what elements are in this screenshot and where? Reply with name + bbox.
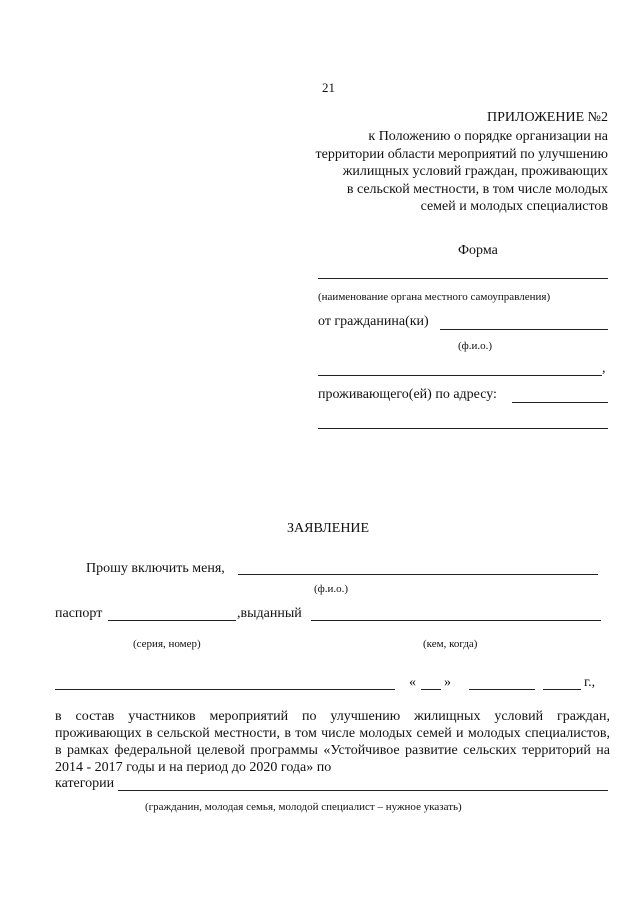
address-label: проживающего(ей) по адресу: [318, 387, 497, 402]
issuer-caption: (кем, когда) [423, 638, 478, 650]
form-label: Форма [458, 243, 498, 258]
appendix-description [316, 128, 608, 216]
issued-label: ,выданный [237, 606, 302, 621]
statement-body: в состав участников мероприятий по улучшению жилищных условий граждан, проживающих в сельской местности, в том числе молодых семей и молодых специалистов, в рамках федеральной целевой программы «Устойчивое развитие сельских территорий на 2014 - 2017 годы и на период до 2020 года» по [55, 709, 610, 775]
series-caption: (серия, номер) [133, 638, 201, 650]
from-citizen-label: от гражданина(ки) [318, 314, 429, 329]
category-label: категории [55, 776, 115, 791]
passport-issuer-field[interactable] [311, 620, 601, 621]
appendix-line: семей и молодых специалистов [420, 199, 608, 214]
passport-label: паспорт [55, 606, 103, 621]
address-continued-field[interactable] [318, 428, 608, 429]
date-year-field[interactable] [543, 689, 581, 690]
passport-series-field[interactable] [108, 620, 236, 621]
address-field[interactable] [512, 402, 608, 403]
date-month-field[interactable] [469, 689, 535, 690]
date-day-field[interactable] [421, 689, 441, 690]
citizen-fio-continued-field[interactable] [318, 375, 602, 376]
org-name-caption: (наименование органа местного самоуправления) [318, 291, 551, 303]
appendix-line: жилищных условий граждан, проживающих [342, 164, 608, 179]
issuer-continued-field[interactable] [55, 689, 395, 690]
appendix-title: ПРИЛОЖЕНИЕ №2 [487, 110, 608, 125]
year-suffix: г., [584, 675, 596, 690]
citizen-fio-caption: (ф.и.о.) [458, 340, 493, 352]
appendix-line: в сельской местности, в том числе молодых [346, 181, 608, 197]
org-name-field[interactable] [318, 278, 608, 279]
applicant-fio-caption: (ф.и.о.) [314, 583, 349, 595]
page-number: 21 [322, 80, 335, 95]
category-caption: (гражданин, молодая семья, молодой специалист – нужное указать) [145, 801, 462, 813]
category-field[interactable] [118, 790, 608, 791]
request-label: Прошу включить меня, [86, 561, 225, 576]
date-open-quote: « [409, 675, 416, 690]
date-close-quote: » [444, 675, 451, 690]
applicant-fio-field[interactable] [238, 574, 598, 575]
statement-title: ЗАЯВЛЕНИЕ [287, 521, 370, 536]
citizen-fio-field[interactable] [440, 329, 608, 330]
appendix-line: территории области мероприятий по улучшению [315, 146, 608, 162]
appendix-line: к Положению о порядке организации на [368, 129, 608, 144]
comma: , [602, 361, 606, 376]
